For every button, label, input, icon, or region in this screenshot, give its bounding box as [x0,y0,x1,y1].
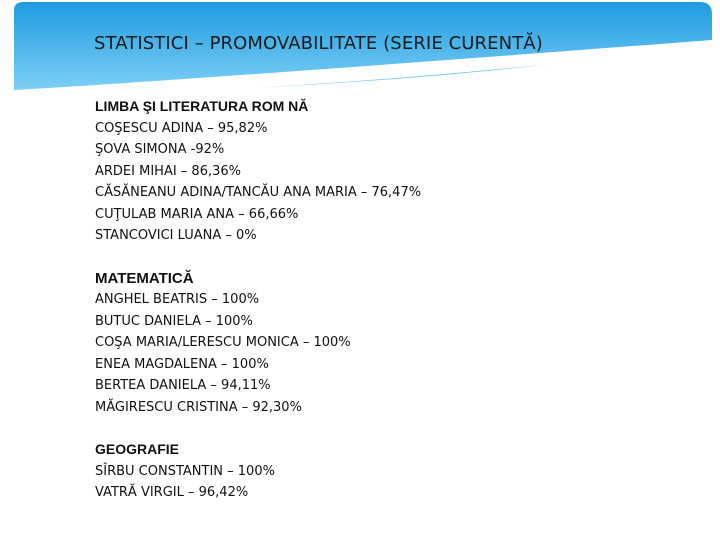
list-item: ARDEI MIHAI – 86,36% [95,163,242,179]
slide-header-banner [0,0,720,100]
list-item: VATRĂ VIRGIL – 96,42% [95,485,249,500]
list-item: ŞOVA SIMONA -92% [95,142,225,157]
statistics-content [95,96,695,504]
list-item: COŞA MARIA/LERESCU MONICA – 100% [95,335,351,350]
list-item: BERTEA DANIELA – 94,11% [95,378,271,393]
list-item: MĂGIRESCU CRISTINA – 92,30% [95,399,302,415]
list-item: ANGHEL BEATRIS – 100% [95,292,260,307]
section-heading: MATEMATICĂ [95,269,194,287]
list-item: ENEA MAGDALENA – 100% [95,356,269,372]
section-mathematics [95,268,695,419]
list-item: CĂSĂNEANU ADINA/TANCĂU ANA MARIA – 76,47% [95,185,422,200]
list-item: CUŢULAB MARIA ANA – 66,66% [95,206,299,222]
list-item: SÎRBU CONSTANTIN – 100% [95,463,275,479]
list-item: BUTUC DANIELA – 100% [95,313,253,329]
section-heading: LIMBA ŞI LITERATURA ROM NĂ [95,98,309,114]
section-heading: GEOGRAFIE [95,441,180,457]
slide-title: STATISTICI – PROMOVABILITATE (SERIE CURENTĂ) [94,33,543,54]
section-romanian-language [95,96,695,247]
list-item: STANCOVICI LUANA – 0% [95,228,257,243]
list-item: COŞESCU ADINA – 95,82% [95,120,268,136]
section-geography [95,439,695,504]
